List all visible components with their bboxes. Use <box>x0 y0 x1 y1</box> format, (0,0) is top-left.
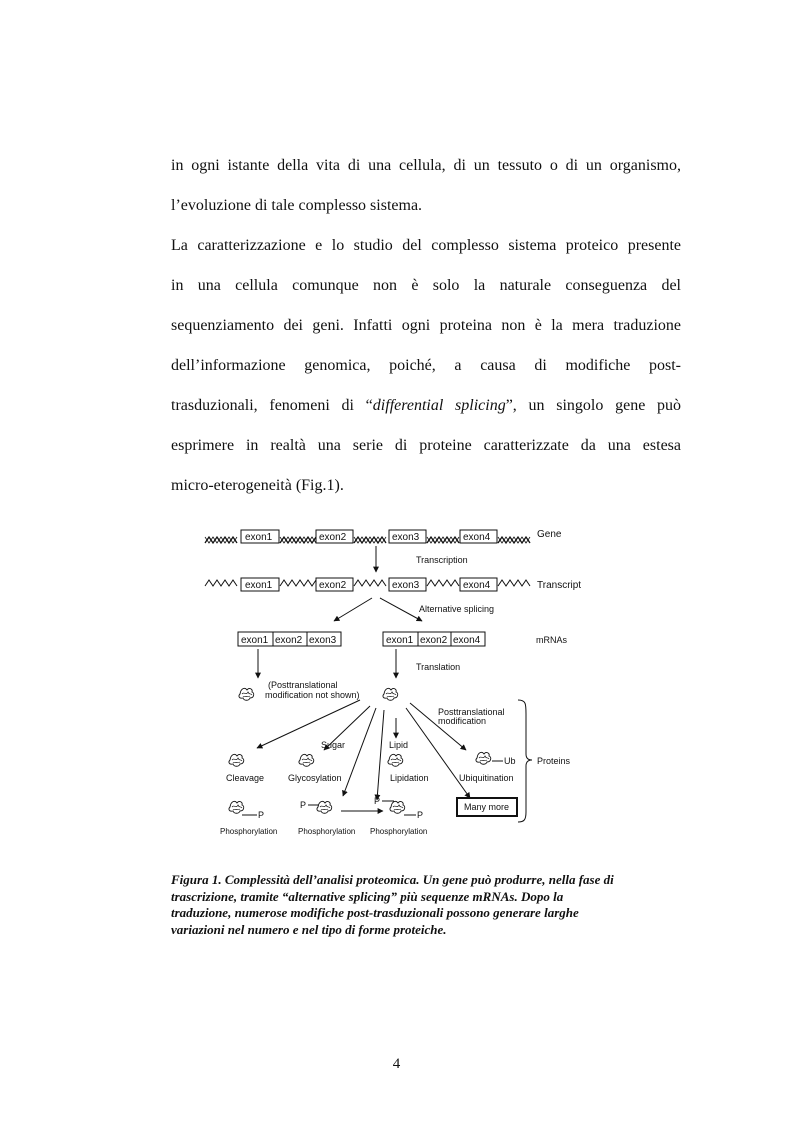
transcript-exon2-label: exon2 <box>319 580 347 591</box>
page-number: 4 <box>392 1056 401 1072</box>
mrna-left <box>238 632 341 646</box>
lipid-label: Lipid <box>389 740 409 750</box>
gene-label: Gene <box>537 529 562 540</box>
glycosylation-label: Glycosylation <box>288 773 342 783</box>
transcription-label: Transcription <box>416 555 468 565</box>
transcript-label: Transcript <box>537 580 582 591</box>
arrow-splicing-left <box>334 598 372 621</box>
figure-caption <box>171 872 681 938</box>
rna-strand-4 <box>427 580 459 586</box>
body-text-run: trasduzionali, fenomeni di “ <box>171 397 373 414</box>
transcript-exon4-label: exon4 <box>463 580 491 591</box>
mrna-left-exon2-label: exon2 <box>275 635 303 646</box>
mrna-right-exon2-label: exon2 <box>420 635 448 646</box>
body-line: l’evoluzione di tale complesso sistema. <box>171 197 423 214</box>
phospho-left-p: P <box>258 810 265 820</box>
body-line: in una cellula comunque non è solo la naturale conseguenza del <box>171 277 681 294</box>
phospho-middle-protein-icon <box>317 801 332 813</box>
phospho-right-label: Phosphorylation <box>370 827 428 836</box>
gene-exon4-label: exon4 <box>463 532 491 543</box>
caption-line: trascrizione, tramite “alternative splicing” più sequenze mRNAs. Dopo la <box>171 888 564 904</box>
phospho-right-p-top: P <box>374 796 381 806</box>
mrna-left-exon3-label: exon3 <box>309 635 337 646</box>
mrna-right-exon1-label: exon1 <box>386 635 414 646</box>
arrow-phospho-middle <box>343 708 376 796</box>
gene-row <box>205 529 562 543</box>
cleavage-label: Cleavage <box>226 773 265 783</box>
body-line <box>171 386 681 426</box>
mrna-left-exon1-label: exon1 <box>241 635 269 646</box>
body-text <box>171 146 681 506</box>
transcript-row <box>205 578 581 591</box>
lipidation-protein-icon <box>388 754 403 766</box>
phospho-middle-p: P <box>300 800 307 810</box>
sugar-label: Sugar <box>321 740 346 750</box>
alt-splicing-label: Alternative splicing <box>419 604 495 614</box>
ubiquitination-protein-icon <box>476 752 491 764</box>
glycosylation-protein-icon <box>299 754 314 766</box>
ptm-label-line1: Posttranslational <box>438 707 505 717</box>
mrnas-label: mRNAs <box>536 635 567 645</box>
body-line: in ogni istante della vita di una cellula, di un tessuto o di un organismo, <box>171 157 681 174</box>
figure-proteomics-diagram <box>200 518 600 843</box>
caption-line: Figura 1. Complessità dell’analisi proteomica. Un gene può produrre, nella fase di <box>171 872 614 887</box>
protein-left-icon <box>239 688 254 700</box>
rna-strand-3 <box>354 580 386 586</box>
cleavage-protein-icon <box>229 754 244 766</box>
proteins-brace <box>518 700 532 822</box>
ptm-label-line2: modification <box>438 716 487 726</box>
arrow-splicing-right <box>380 598 422 621</box>
caption-line: variazioni nel numero e nel tipo di forme proteiche. <box>171 921 447 937</box>
ub-label: Ub <box>504 756 516 766</box>
gene-exon2-label: exon2 <box>319 532 347 543</box>
proteins-label: Proteins <box>537 756 571 766</box>
transcript-exon1-label: exon1 <box>245 580 273 591</box>
body-text-run: ”, un singolo gene può <box>505 397 682 414</box>
body-line: La caratterizzazione e lo studio del complesso sistema proteico presente <box>171 237 681 254</box>
phospho-middle-label: Phosphorylation <box>298 827 356 836</box>
ptm-not-shown-line2: modification not shown) <box>265 690 360 700</box>
transcript-exon3-label: exon3 <box>392 580 420 591</box>
protein-right-icon <box>383 688 398 700</box>
ubiquitination-label: Ubiquitination <box>459 773 514 783</box>
rna-strand-1 <box>205 580 237 586</box>
body-line: sequenziamento dei geni. Infatti ogni proteina non è la mera traduzione <box>171 317 681 334</box>
rna-strand-5 <box>498 580 530 586</box>
arrow-phospho-right <box>377 710 384 800</box>
gene-exon3-label: exon3 <box>392 532 420 543</box>
phospho-right-protein-icon <box>390 801 405 813</box>
diagram-svg <box>200 518 600 843</box>
rna-strand-2 <box>280 580 320 586</box>
phospho-left-protein-icon <box>229 801 244 813</box>
many-more-label: Many more <box>464 802 510 812</box>
mrna-right-exon4-label: exon4 <box>453 635 481 646</box>
phospho-right-p-bottom: P <box>417 810 424 820</box>
lipidation-label: Lipidation <box>390 773 429 783</box>
emphasis-differential-splicing: differential splicing <box>372 397 506 414</box>
translation-label: Translation <box>416 662 461 672</box>
phospho-left-label: Phosphorylation <box>220 827 278 836</box>
caption-line: traduzione, numerose modifiche post-trasduzionali possono generare larghe <box>171 905 579 920</box>
mrna-right <box>383 632 485 646</box>
body-line: esprimere in realtà una serie di proteine caratterizzate da una estesa <box>171 437 681 454</box>
gene-exon1-label: exon1 <box>245 532 273 543</box>
body-line: micro-eterogeneità (Fig.1). <box>171 477 344 494</box>
body-line: dell’informazione genomica, poiché, a causa di modifiche post- <box>171 357 681 374</box>
ptm-not-shown-line1: (Posttranslational <box>268 680 338 690</box>
